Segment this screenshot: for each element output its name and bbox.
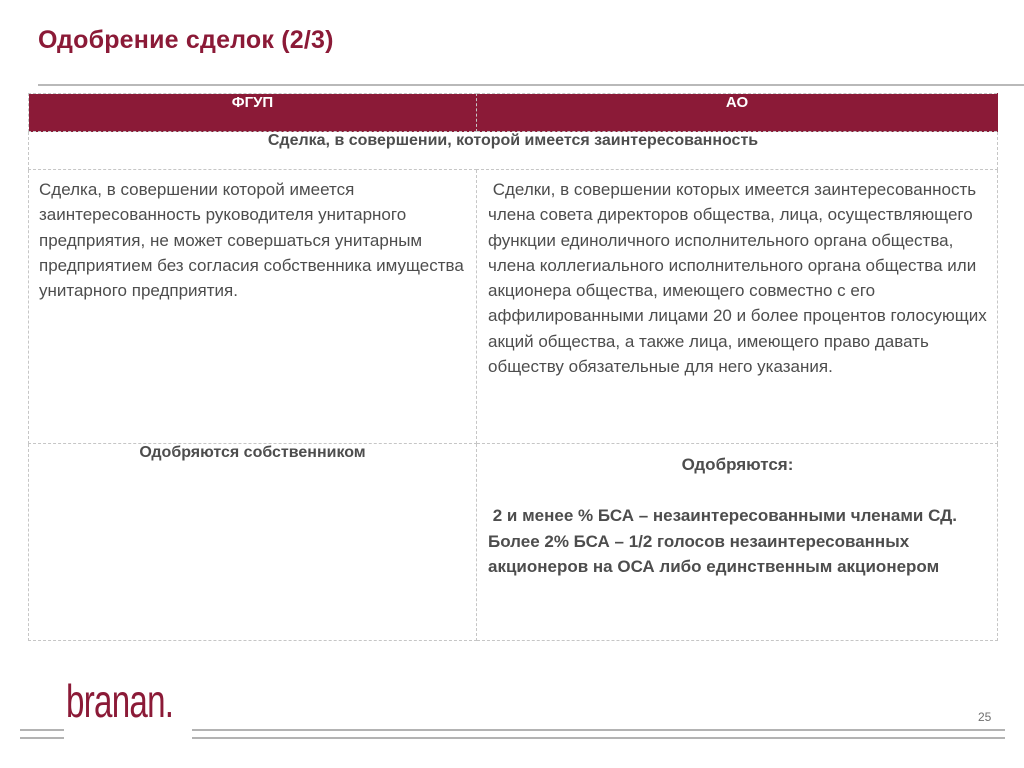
footer-rule-left-top: [20, 729, 64, 731]
subheader-cell: Сделка, в совершении, которой имеется заинтересованность: [29, 132, 998, 170]
comparison-table: [28, 93, 998, 641]
description-fgup: Сделка, в совершении которой имеется заинтересованность руководителя унитарного предприятия, не может совершаться унитарным предприятием без согласия собственника имущества унитарного предприятия.: [29, 170, 477, 444]
approval-row: [29, 444, 998, 641]
description-ao: [477, 170, 998, 444]
approval-ao-heading: Одобряются:: [681, 455, 794, 474]
footer-rule-left-bottom: [20, 737, 64, 739]
header-ao: АО: [477, 94, 998, 132]
description-ao-text: Сделки, в совершении которых имеется заинтересованность члена совета директоров общества, лица, осуществляющего функции единоличного исполнительного органа общества, члена коллегиального исполнительного органа общества или акционера общества, имеющего совместно с его аффилированными лицами 20 и более процентов голосующих акций общества, а также лица, имеющего право давать обществу обязательные для него указания.: [488, 180, 992, 377]
description-row: [29, 170, 998, 444]
page-title: Одобрение сделок (2/3): [38, 26, 334, 54]
subheader-row: [29, 132, 998, 170]
header-fgup: ФГУП: [29, 94, 477, 132]
page-number: 25: [978, 710, 992, 724]
footer-rule-right-top: [192, 729, 1005, 731]
header-row: [29, 94, 998, 132]
title-divider: [38, 84, 1024, 86]
approval-ao: [477, 444, 998, 641]
approval-ao-spacer: [488, 478, 987, 504]
approval-ao-line1: 2 и менее % БСА – незаинтересованными членами СД.: [488, 506, 957, 525]
approval-ao-line2: Более 2% БСА – 1/2 голосов незаинтересованных акционеров на ОСА либо единственным акционером: [488, 531, 940, 576]
branan-logo: branan.: [66, 675, 174, 727]
approval-fgup: Одобряются собственником: [29, 444, 477, 641]
footer-rule-right-bottom: [192, 737, 1005, 739]
